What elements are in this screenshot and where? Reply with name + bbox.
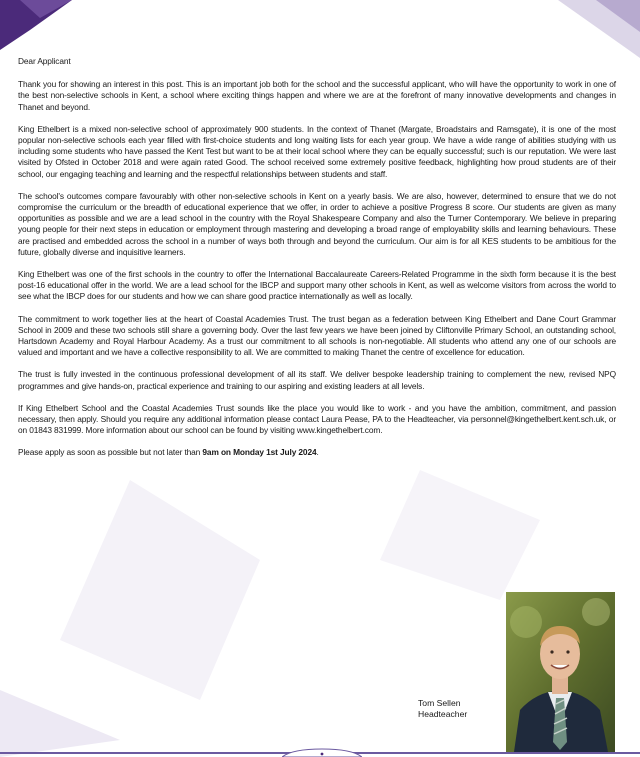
signatory-title: Headteacher (418, 709, 468, 719)
page-tab-decoration (282, 747, 362, 757)
paragraph-contact: If King Ethelbert School and the Coastal Academies Trust sounds like the place you would like to work - and you have the ambition, commitment, and passion necessary, then apply. Should you require any additional information please contact Laura Pease, PA to the Headteacher, via personnel@kingethelbert.kent.sch.uk, or on 01843 831999. More information about our school can be found by visiting www.kingethelbert.com. (18, 402, 616, 436)
headteacher-photo (506, 592, 615, 752)
top-left-decoration (0, 0, 80, 56)
paragraph-intro: Thank you for showing an interest in this post. This is an important job both for the school and the successful applicant, who will have the opportunity to work in one of the best non-selective schools in Kent, a school where exciting things happen and where we are at the forefront of many innovative developments and changes in Thanet and beyond. (18, 79, 616, 112)
closing-deadline: 9am on Monday 1st July 2024 (202, 447, 317, 458)
signature-block (418, 698, 467, 720)
salutation: Dear Applicant (18, 56, 71, 66)
paragraph-outcomes: The school's outcomes compare favourably with other non-selective schools in Kent on a yearly basis. We are also, however, determined to ensure that we do not compromise the curriculum or the breadth of educational experience that we offer, in order to achieve a positive Progress 8 score. Our students are given as many opportunities as possible and we are a lead school in the country with the Royal Shakespeare Company and also the Turner Contemporary. We believe in preparing young people for their next steps in education or employment through mastering and developing a broad range of employability skills and learning behaviours. These are practised and embedded across the school in a number of ways both through and beyond the curriculum. Our aim is for all KES students to be ambitious for the future, globally diverse and inquisitive learners. (18, 190, 616, 257)
paragraph-cpd: The trust is fully invested in the continuous professional development of all its staff. We deliver bespoke leadership training to complement the new, revised NPQ programmes and give hands-on, practical experience and training to our aspiring and existing leaders at all levels. (18, 369, 616, 391)
closing-prefix: Please apply as soon as possible but not later than (18, 447, 203, 458)
closing-suffix: . (316, 447, 319, 458)
top-right-decoration (540, 0, 640, 60)
paragraph-school-overview: King Ethelbert is a mixed non-selective school of approximately 900 students. In the context of Thanet (Margate, Broadstairs and Ramsgate), it is one of the most popular non-selective schools each year filled with first-choice students and long waiting lists for each year group. We have a wide range of abilities studying with us including some students who have passed the Kent Test but want to be at their local school where they can be equally successful; such is our reputation. We were last visited by Ofsted in October 2018 and were again rated Good. The school received some extremely positive feedback, highlighting how proud students are of their school, our engaging teaching and learning and the respectful relationships between students and staff. (18, 123, 616, 179)
letter-body (18, 56, 616, 470)
signatory-name: Tom Sellen (418, 698, 461, 708)
paragraph-closing (18, 447, 616, 458)
paragraph-trust: The commitment to work together lies at the heart of Coastal Academies Trust. The trust began as a federation between King Ethelbert and Dane Court Grammar School in 2009 and these two schools still share a governing body. Over the last few years we have been joined by Cliftonville Primary School, an outstanding school, Hartsdown Academy and Royal Harbour Academy. As a trust our commitment to all schools is non-negotiable. All students who attend any one of our schools are valued and important and we have a collective responsibility to all. We are committed to making Thanet the centre of excellence for education. (18, 313, 616, 358)
paragraph-ibcp: King Ethelbert was one of the first schools in the country to offer the International Baccalaureate Careers-Related Programme in the sixth form because it is the best post-16 educational offer in the world. We are a lead school for the IBCP and support many other schools in Kent, as well as welcome visitors from across the world to see what the IBCP does for our students and how we can share good practice internationally as well as locally. (18, 269, 616, 302)
